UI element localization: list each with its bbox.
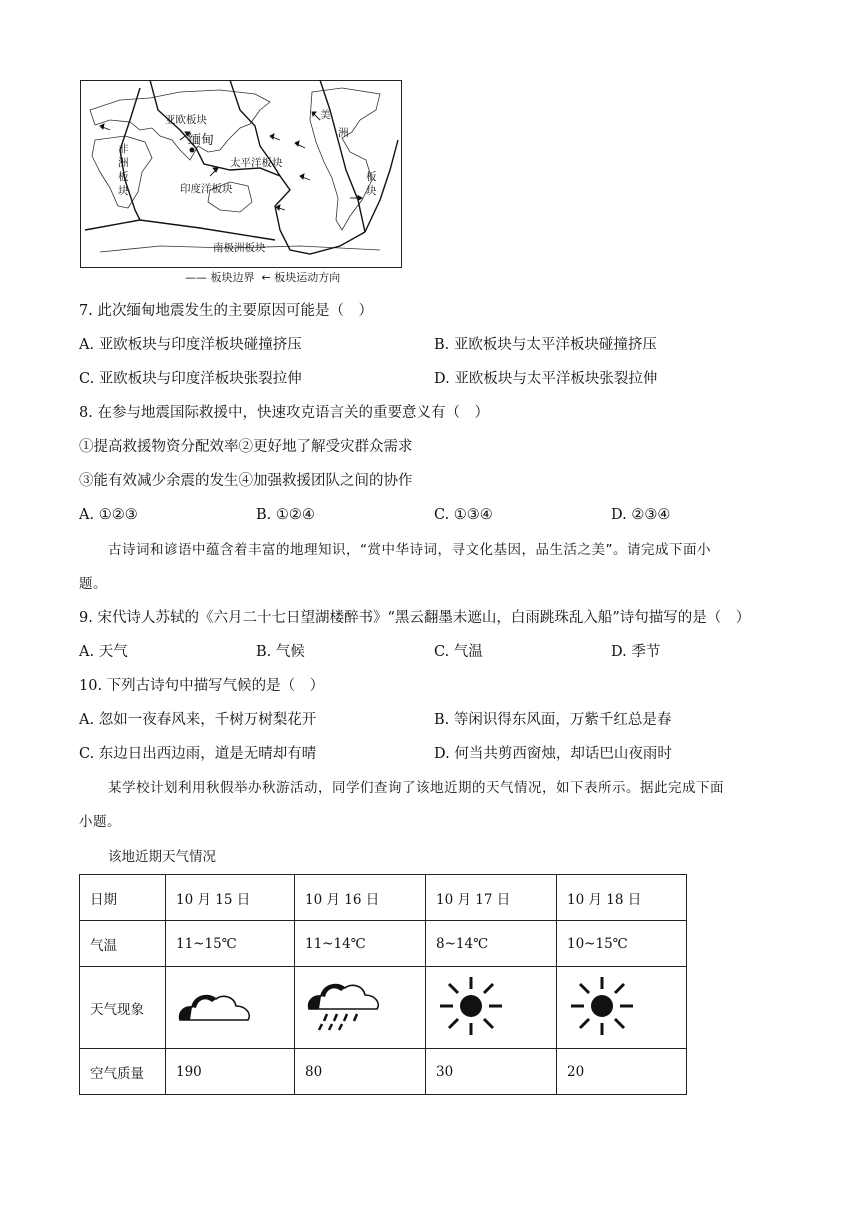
table-caption: 该地近期天气情况 [108, 849, 216, 865]
map-label-america-1: 美 [320, 109, 331, 121]
map-label-africa-2: 洲 [118, 157, 129, 169]
intro1-line2: 题。 [79, 576, 107, 592]
q9-stem: 9. 宋代诗人苏轼的《六月二十七日望湖楼醉书》“黑云翻墨未遮山，白雨跳珠乱入船”诗句描写的是（ ） [79, 610, 751, 626]
aqi-cell: 80 [295, 1049, 426, 1095]
map-label-africa-1: 非 [118, 143, 129, 155]
q7-option-c[interactable]: C. 亚欧板块与印度洋板块张裂拉伸 [79, 371, 302, 387]
q8-option-b[interactable]: B. ①②④ [256, 507, 315, 523]
map-label-africa-3: 板 [118, 171, 129, 183]
q9-option-c[interactable]: C. 气温 [434, 644, 483, 660]
intro1-line1: 古诗词和谚语中蕴含着丰富的地理知识，“赏中华诗词，寻文化基因，品生活之美”。请完成下面小 [108, 542, 711, 558]
q7-option-b[interactable]: B. 亚欧板块与太平洋板块碰撞挤压 [434, 337, 657, 353]
q10-option-b[interactable]: B. 等闲识得东风面，万紫千红总是春 [434, 712, 672, 728]
date-cell: 10 月 15 日 [166, 875, 295, 921]
q8-stem: 8. 在参与地震国际救援中，快速攻克语言关的重要意义有（ ） [79, 405, 489, 421]
table-row [80, 875, 687, 921]
weather-cell [295, 967, 426, 1049]
map-label-america-3: 板 [366, 171, 377, 183]
temp-cell: 8~14℃ [426, 921, 557, 967]
rain-icon [305, 981, 385, 1031]
q7-option-d[interactable]: D. 亚欧板块与太平洋板块张裂拉伸 [434, 371, 658, 387]
map-label-america-2: 洲 [338, 127, 349, 139]
row-label-temp: 气温 [80, 921, 166, 967]
weather-cell [557, 967, 687, 1049]
temp-cell: 10~15℃ [557, 921, 687, 967]
q9-option-a[interactable]: A. 天气 [79, 644, 128, 660]
map-label-eurasia: 亚欧板块 [165, 114, 207, 126]
map-label-myanmar: 缅甸 [188, 133, 215, 148]
legend-arrow-icon: ← [258, 271, 271, 284]
q10-option-d[interactable]: D. 何当共剪西窗烛，却话巴山夜雨时 [434, 746, 672, 762]
sunny-icon [567, 974, 637, 1038]
date-cell: 10 月 17 日 [426, 875, 557, 921]
map-label-indian: 印度洋板块 [180, 183, 233, 195]
q10-stem: 10. 下列古诗句中描写气候的是（ ） [79, 678, 325, 694]
aqi-cell: 30 [426, 1049, 557, 1095]
q10-option-a[interactable]: A. 忽如一夜春风来，千树万树梨花开 [79, 712, 317, 728]
q10-option-c[interactable]: C. 东边日出西边雨，道是无晴却有晴 [79, 746, 317, 762]
cloudy-icon [176, 986, 256, 1026]
plate-map [80, 80, 402, 268]
map-label-pacific: 太平洋板块 [230, 157, 283, 169]
map-label-america-4: 块 [366, 185, 377, 197]
temp-cell: 11~14℃ [295, 921, 426, 967]
map-legend [185, 269, 340, 285]
legend-boundary: 板块边界 [210, 271, 255, 284]
sunny-icon [436, 974, 506, 1038]
table-row [80, 921, 687, 967]
q8-statement-1: ①提高救援物资分配效率②更好地了解受灾群众需求 [79, 439, 413, 455]
date-cell: 10 月 18 日 [557, 875, 687, 921]
intro2-line2: 小题。 [79, 814, 121, 830]
q9-option-d[interactable]: D. 季节 [611, 644, 661, 660]
map-label-africa-4: 块 [118, 185, 129, 197]
row-label-weather: 天气现象 [80, 967, 166, 1049]
q8-option-c[interactable]: C. ①③④ [434, 507, 493, 523]
q9-option-b[interactable]: B. 气候 [256, 644, 305, 660]
table-row [80, 967, 687, 1049]
intro2-line1: 某学校计划利用秋假举办秋游活动，同学们查询了该地近期的天气情况，如下表所示。据此完成下面 [108, 780, 724, 796]
row-label-aqi: 空气质量 [80, 1049, 166, 1095]
row-label-date: 日期 [80, 875, 166, 921]
map-label-antarctic: 南极洲板块 [213, 242, 266, 254]
q7-stem: 7. 此次缅甸地震发生的主要原因可能是（ ） [79, 303, 373, 319]
date-cell: 10 月 16 日 [295, 875, 426, 921]
q8-option-d[interactable]: D. ②③④ [611, 507, 671, 523]
weather-cell [166, 967, 295, 1049]
q8-option-a[interactable]: A. ①②③ [79, 507, 138, 523]
legend-line-icon: —— [185, 271, 207, 284]
table-row [80, 1049, 687, 1095]
temp-cell: 11~15℃ [166, 921, 295, 967]
aqi-cell: 20 [557, 1049, 687, 1095]
q8-statement-2: ③能有效减少余震的发生④加强救援团队之间的协作 [79, 473, 413, 489]
weather-table [79, 874, 687, 1095]
aqi-cell: 190 [166, 1049, 295, 1095]
legend-direction: 板块运动方向 [274, 271, 341, 284]
q7-option-a[interactable]: A. 亚欧板块与印度洋板块碰撞挤压 [79, 337, 302, 353]
weather-cell [426, 967, 557, 1049]
